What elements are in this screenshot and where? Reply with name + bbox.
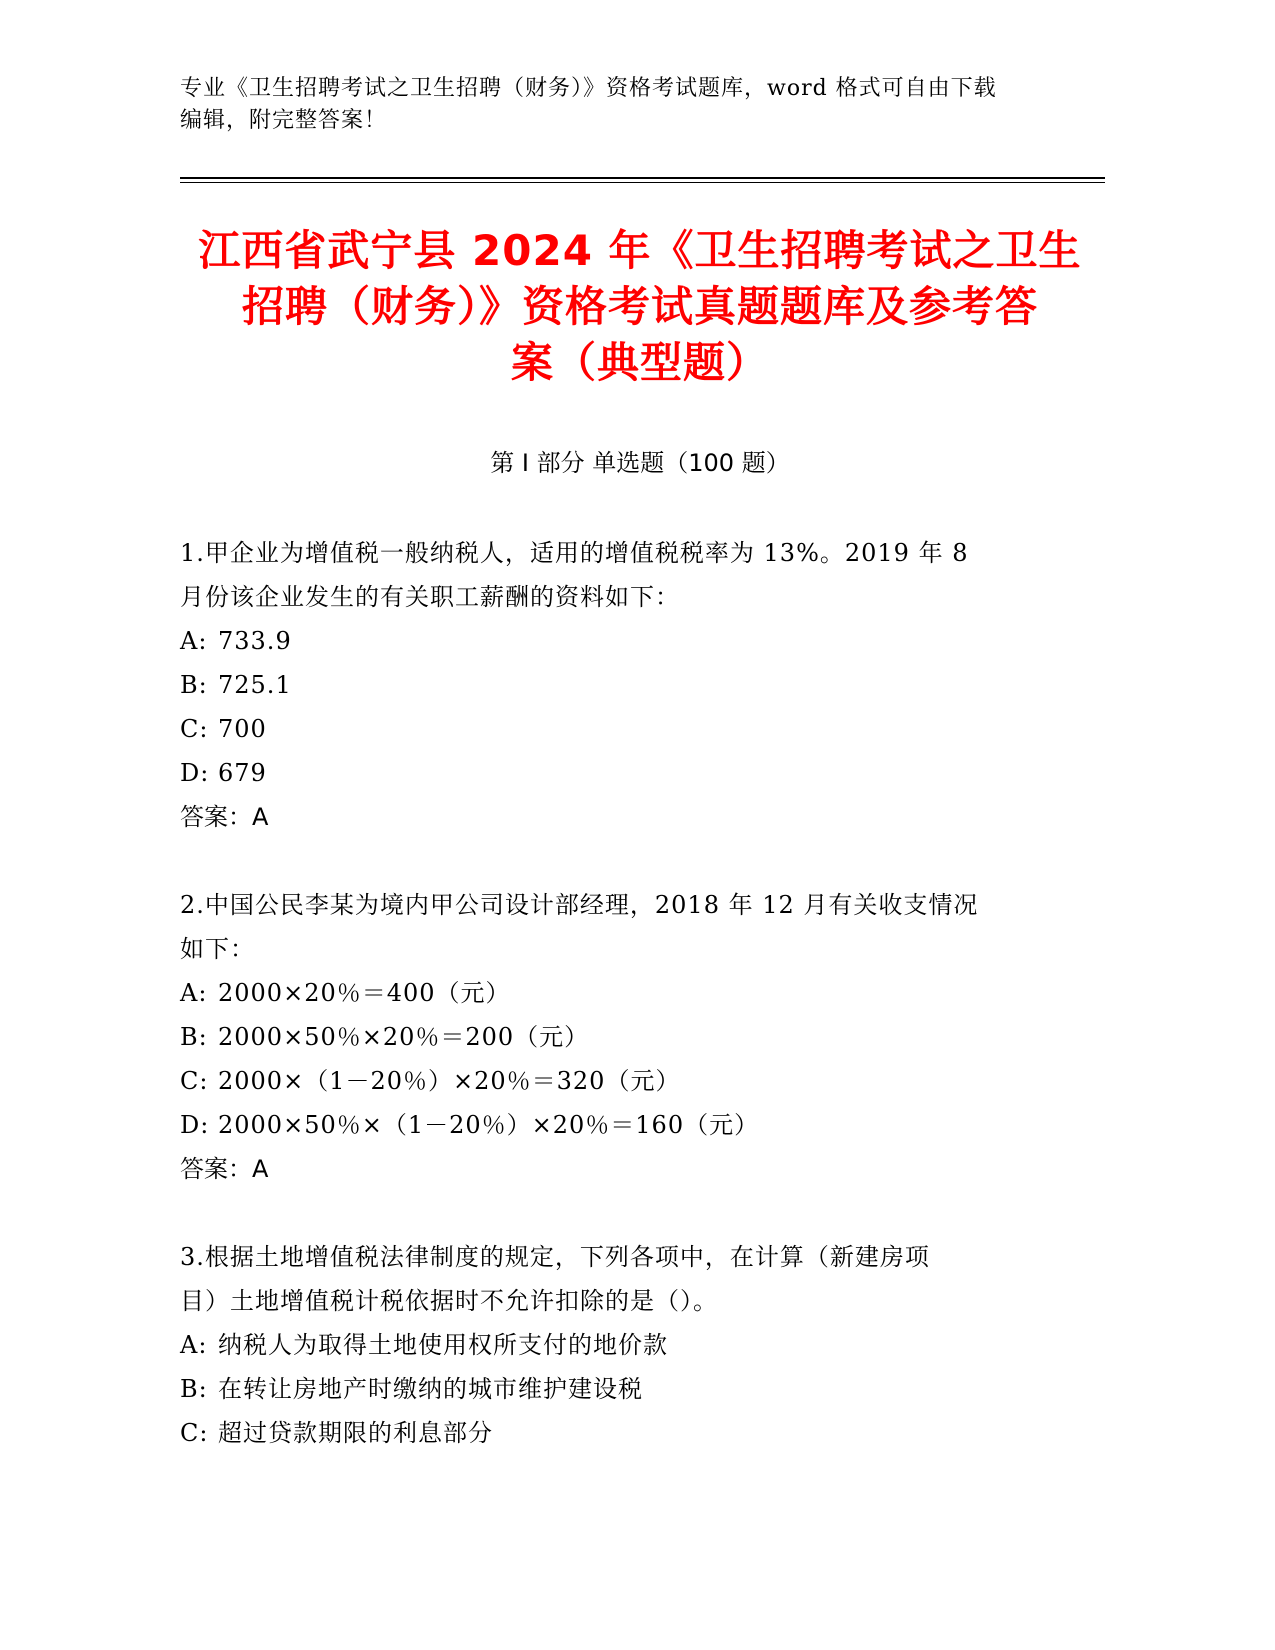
question-stem-line: 1.甲企业为增值税一般纳税人，适用的增值税税率为 13%。2019 年 8 <box>180 539 969 567</box>
option-c <box>180 1059 1100 1103</box>
option-letter: B: <box>180 1375 208 1403</box>
question-2 <box>180 883 1100 1191</box>
answer-label: 答案：A <box>180 1155 269 1183</box>
question-3 <box>180 1235 1100 1455</box>
option-letter: A: <box>180 979 208 1007</box>
option-d <box>180 1103 1100 1147</box>
document-title <box>180 223 1100 391</box>
document-page <box>180 70 1100 1499</box>
question-stem-line: 月份该企业发生的有关职工薪酬的资料如下： <box>180 583 680 611</box>
divider-thin-line <box>180 182 1105 183</box>
option-text: 2000×50％×（1－20％）×20％＝160（元） <box>218 1111 760 1139</box>
option-text: 679 <box>218 759 267 787</box>
question-list <box>180 531 1100 1455</box>
option-d <box>180 751 1100 795</box>
answer-label: 答案：A <box>180 803 269 831</box>
option-letter: A: <box>180 1331 208 1359</box>
option-b <box>180 663 1100 707</box>
option-b <box>180 1015 1100 1059</box>
header-note <box>180 70 1100 137</box>
option-letter: A: <box>180 627 208 655</box>
question-stem-line: 目）土地增值税计税依据时不允许扣除的是（）。 <box>180 1287 718 1315</box>
option-letter: D: <box>180 759 210 787</box>
question-stem-line: 如下： <box>180 935 255 963</box>
option-text: 725.1 <box>218 671 292 699</box>
question-stem-line: 2.中国公民李某为境内甲公司设计部经理，2018 年 12 月有关收支情况 <box>180 891 979 919</box>
option-text: 纳税人为取得土地使用权所支付的地价款 <box>218 1331 668 1359</box>
header-note-line-1: 专业《卫生招聘考试之卫生招聘（财务）》资格考试题库，word 格式可自由下载 <box>180 76 997 101</box>
option-text: 733.9 <box>218 627 292 655</box>
option-letter: D: <box>180 1111 210 1139</box>
question-1 <box>180 531 1100 839</box>
option-a <box>180 971 1100 1015</box>
option-letter: C: <box>180 1067 209 1095</box>
option-text: 在转让房地产时缴纳的城市维护建设税 <box>218 1375 643 1403</box>
option-text: 2000×（1－20％）×20％＝320（元） <box>218 1067 681 1095</box>
title-line-3: 案（典型题） <box>510 338 769 387</box>
title-line-2: 招聘（财务）》资格考试真题题库及参考答 <box>241 282 1038 331</box>
option-letter: C: <box>180 715 209 743</box>
divider-thick-line <box>180 177 1105 179</box>
option-c <box>180 707 1100 751</box>
option-text: 700 <box>218 715 267 743</box>
option-a <box>180 1323 1100 1367</box>
option-text: 2000×20％＝400（元） <box>218 979 511 1007</box>
title-line-1: 江西省武宁县 2024 年《卫生招聘考试之卫生 <box>198 226 1082 275</box>
option-letter: B: <box>180 671 208 699</box>
option-text: 超过贷款期限的利息部分 <box>218 1419 493 1447</box>
option-c <box>180 1411 1100 1455</box>
option-text: 2000×50％×20％＝200（元） <box>218 1023 590 1051</box>
header-divider <box>180 177 1100 183</box>
section-heading: 第 I 部分 单选题（100 题） <box>490 449 790 477</box>
option-letter: B: <box>180 1023 208 1051</box>
option-a <box>180 619 1100 663</box>
option-letter: C: <box>180 1419 209 1447</box>
header-note-line-2: 编辑，附完整答案！ <box>180 108 388 133</box>
question-stem-line: 3.根据土地增值税法律制度的规定，下列各项中，在计算（新建房项 <box>180 1243 930 1271</box>
option-b <box>180 1367 1100 1411</box>
